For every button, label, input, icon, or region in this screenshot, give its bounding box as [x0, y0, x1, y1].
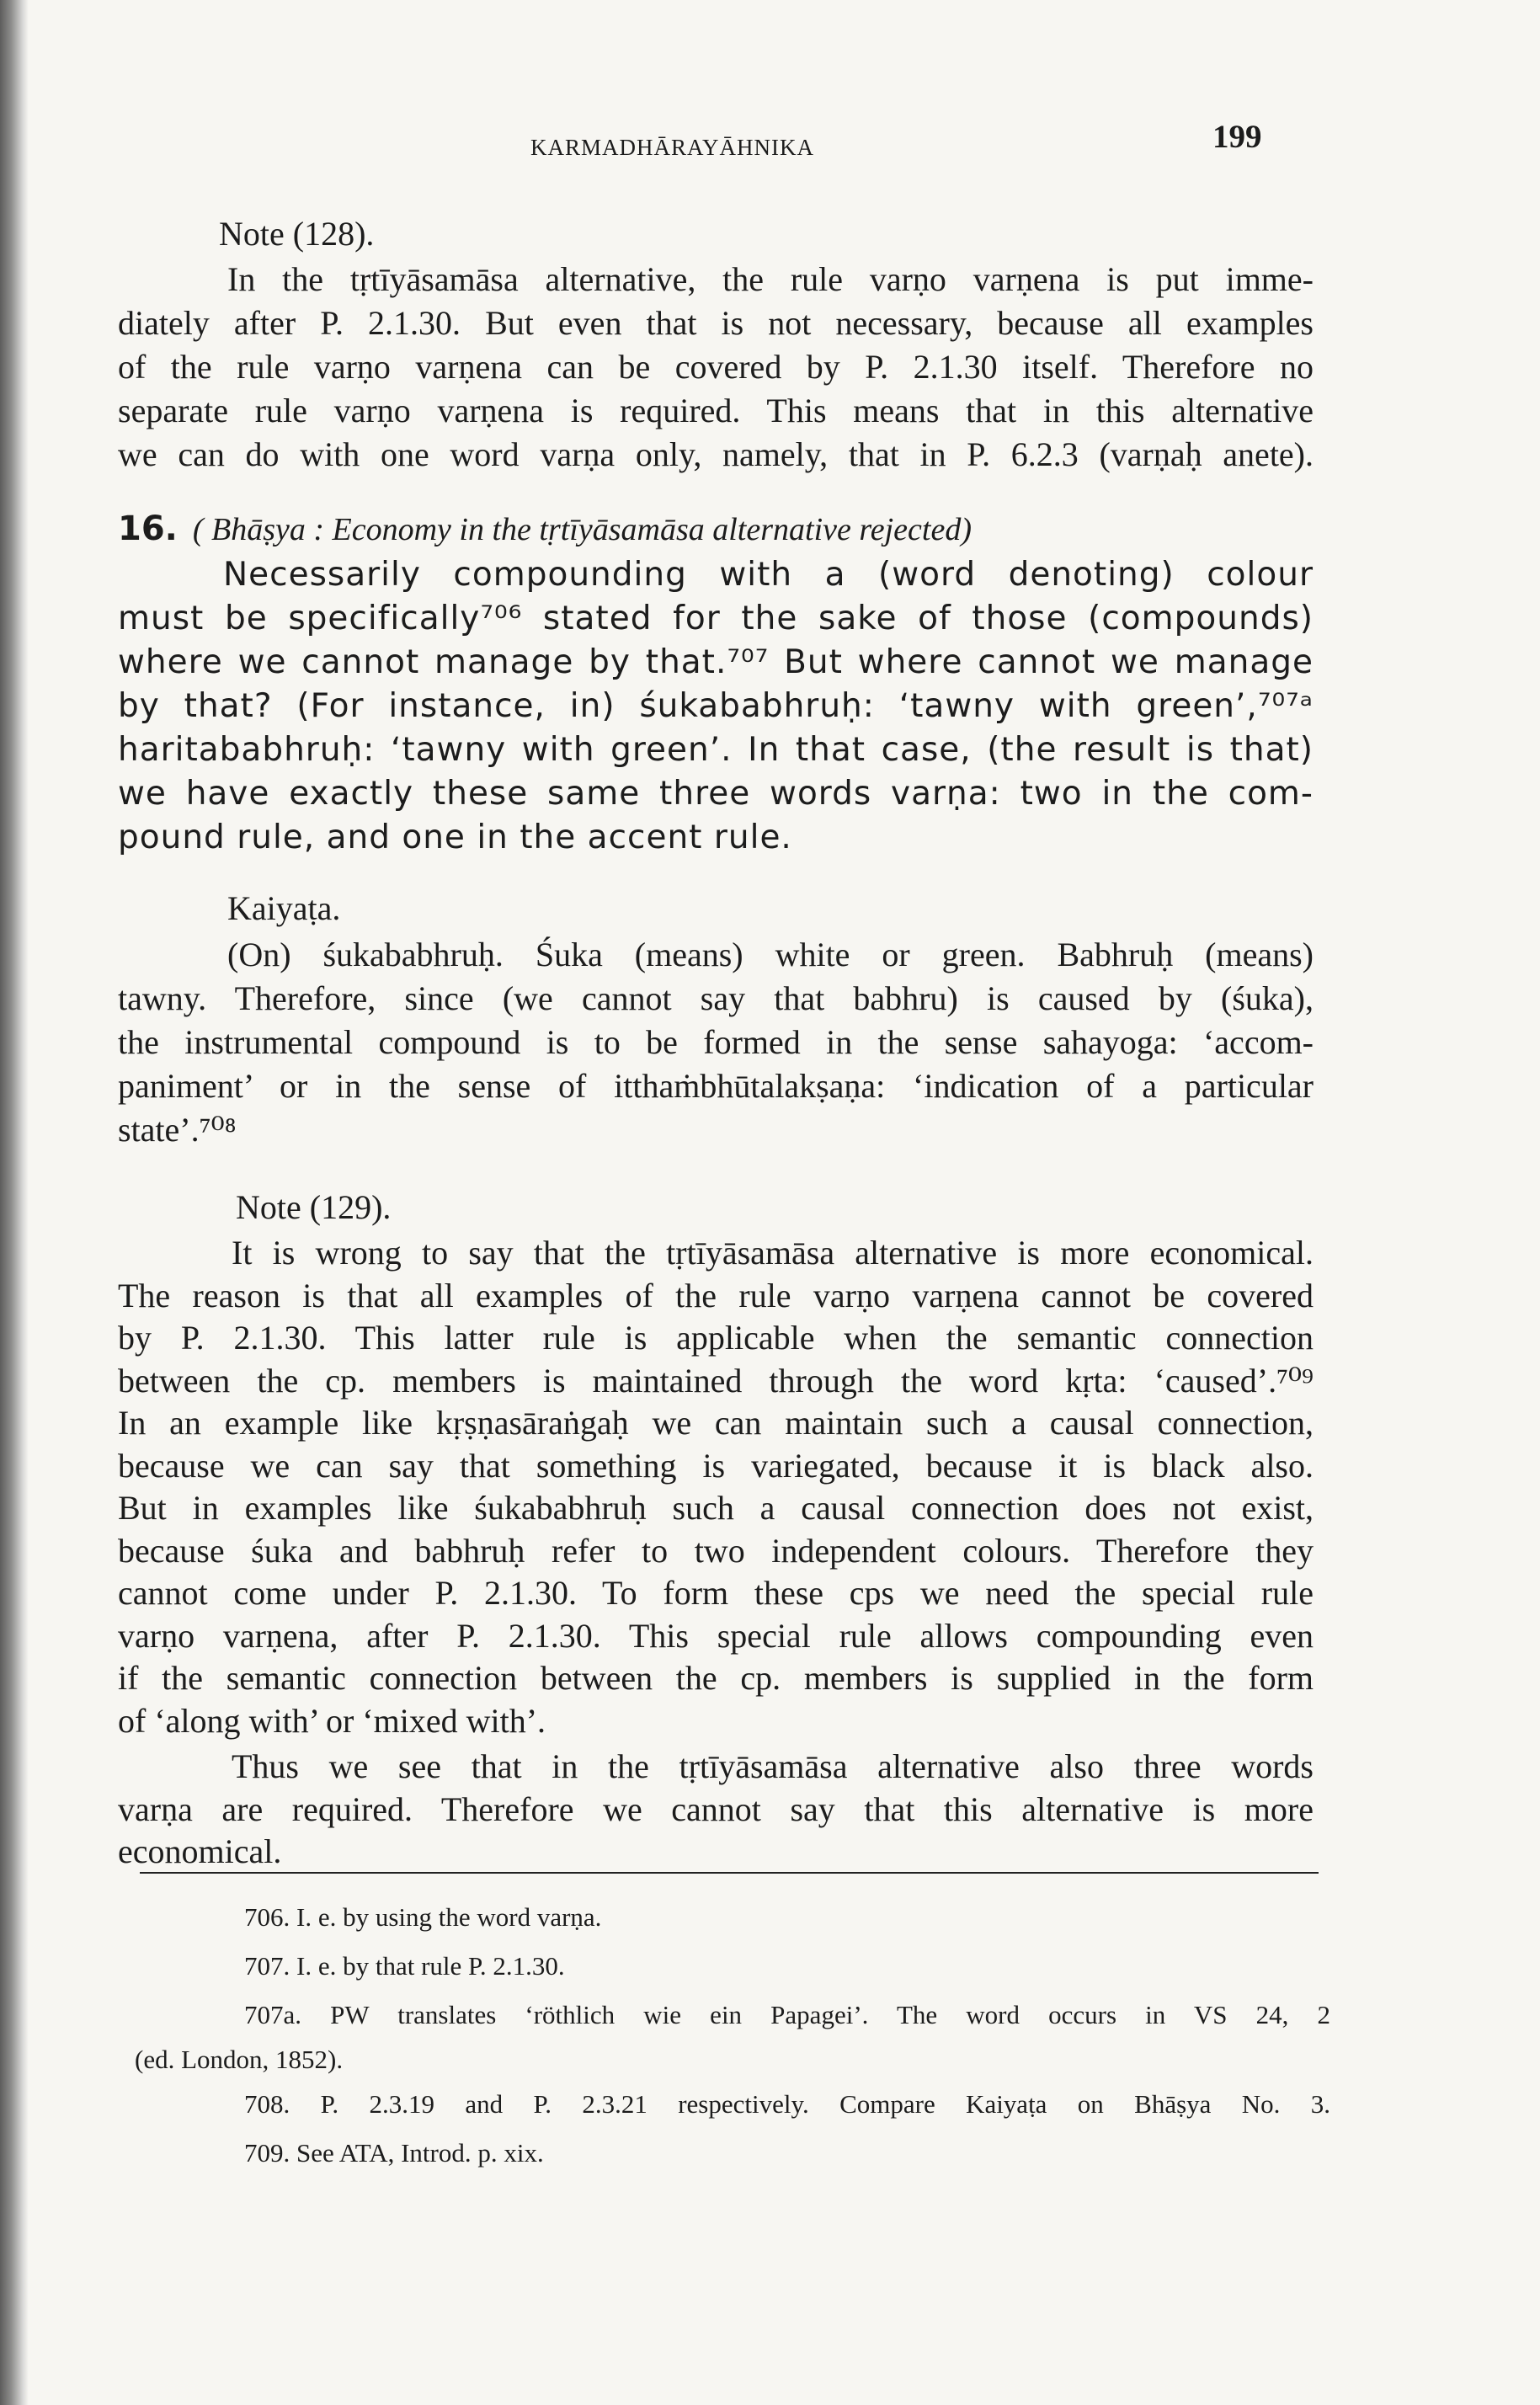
footnote: 706. I. e. by using the word varṇa. — [244, 1902, 602, 1932]
note-129-heading: Note (129). — [236, 1188, 392, 1226]
text-line: diately after P. 2.1.30. But even that is not necessary, because all examples — [118, 304, 1314, 342]
footnote: 709. See ATA, Introd. p. xix. — [244, 2138, 544, 2168]
page-number: 199 — [1212, 119, 1262, 155]
section-16 — [118, 505, 1314, 860]
footnotes — [135, 1893, 1330, 2178]
running-head: KARMADHĀRAYĀHNIKA — [530, 135, 815, 160]
text-line: state’.⁷⁰⁸ — [118, 1111, 237, 1149]
text-line: Thus we see that in the tṛtīyāsamāsa alternative also three words — [232, 1747, 1314, 1785]
text-line: In the tṛtīyāsamāsa alternative, the rule varṇo varṇena is put imme- — [227, 260, 1314, 298]
note-129 — [118, 1183, 1314, 1874]
text-line: by that? (For instance, in) śukababhruḥ: ‘tawny with green’,⁷⁰⁷ᵃ — [118, 687, 1314, 725]
text-line: paniment’ or in the sense of itthaṁbhūtalakṣaṇa: ‘indication of a particular — [118, 1067, 1314, 1105]
text-line: by P. 2.1.30. This latter rule is applicable when the semantic connection — [118, 1319, 1314, 1357]
text-line: where we cannot manage by that.⁷⁰⁷ But where cannot we manage — [118, 643, 1314, 681]
text-line: of the rule varṇo varṇena can be covered by P. 2.1.30 itself. Therefore no — [118, 348, 1314, 386]
text-line: because we can say that something is variegated, because it is black also. — [118, 1446, 1314, 1485]
text-line: economical. — [118, 1832, 282, 1870]
text-line: we can do with one word varṇa only, namely, that in P. 6.2.3 (varṇaḥ anete). — [118, 435, 1314, 473]
footnote: 707a. PW translates ‘röthlich wie ein Papagei’. The word occurs in VS 24, 2 — [244, 2000, 1330, 2029]
text-line: pound rule, and one in the accent rule. — [118, 819, 792, 856]
text-line: between the cp. members is maintained through the word kṛta: ‘caused’.⁷⁰⁹ — [118, 1361, 1314, 1400]
footnote: 708. P. 2.3.19 and P. 2.3.21 respectively. Compare Kaiyaṭa on Bhāṣya No. 3. — [244, 2089, 1330, 2119]
text-line: tawny. Therefore, since (we cannot say that babhru) is caused by (śuka), — [118, 979, 1314, 1017]
text-line: In an example like kṛṣṇasāraṅgaḥ we can maintain such a causal connection, — [118, 1404, 1314, 1442]
text-line: if the semantic connection between the cp. members is supplied in the form — [118, 1659, 1314, 1697]
kaiyata-heading: Kaiyaṭa. — [227, 889, 341, 927]
text-line: because śuka and babhruḥ refer to two independent colours. Therefore they — [118, 1531, 1314, 1570]
text-line: It is wrong to say that the tṛtīyāsamāsa alternative is more economical. — [232, 1234, 1314, 1272]
note-128-heading: Note (128). — [219, 215, 375, 253]
text-line: (On) śukababhruḥ. Śuka (means) white or green. Babhruḥ (means) — [227, 936, 1314, 973]
text-line: Necessarily compounding with a (word denoting) colour — [223, 556, 1314, 594]
text-line: separate rule varṇo varṇena is required. This means that in this alternative — [118, 392, 1314, 429]
text-line: we have exactly these same three words varṇa: two in the com- — [118, 775, 1314, 813]
section-title: ( Bhāṣya : Economy in the tṛtīyāsamāsa alternative rejected) — [192, 512, 972, 547]
text-line: must be specifically⁷⁰⁶ stated for the sake of those (compounds) — [118, 600, 1314, 637]
text-line: varṇa are required. Therefore we cannot say that this alternative is more — [118, 1789, 1314, 1828]
text-line: cannot come under P. 2.1.30. To form these cps we need the special rule — [118, 1574, 1314, 1612]
text-line: the instrumental compound is to be formed in the sense sahayoga: ‘accom- — [118, 1023, 1314, 1061]
text-line: The reason is that all examples of the rule varṇo varṇena cannot be covered — [118, 1276, 1314, 1314]
section-number: 16. — [118, 509, 178, 548]
text-line: of ‘along with’ or ‘mixed with’. — [118, 1701, 546, 1740]
page-edge-shadow — [0, 0, 29, 2405]
text-line: But in examples like śukababhruḥ such a causal connection does not exist, — [118, 1489, 1314, 1527]
kaiyata — [118, 884, 1314, 1152]
footnote-divider — [140, 1872, 1319, 1874]
text-line: varṇo varṇena, after P. 2.1.30. This special rule allows compounding even — [118, 1616, 1314, 1655]
text-line: haritababhruḥ: ‘tawny with green’. In that case, (the result is that) — [118, 731, 1314, 769]
footnote-continuation: (ed. London, 1852). — [135, 2045, 344, 2074]
footnote: 707. I. e. by that rule P. 2.1.30. — [244, 1951, 565, 1981]
note-128 — [118, 211, 1314, 477]
